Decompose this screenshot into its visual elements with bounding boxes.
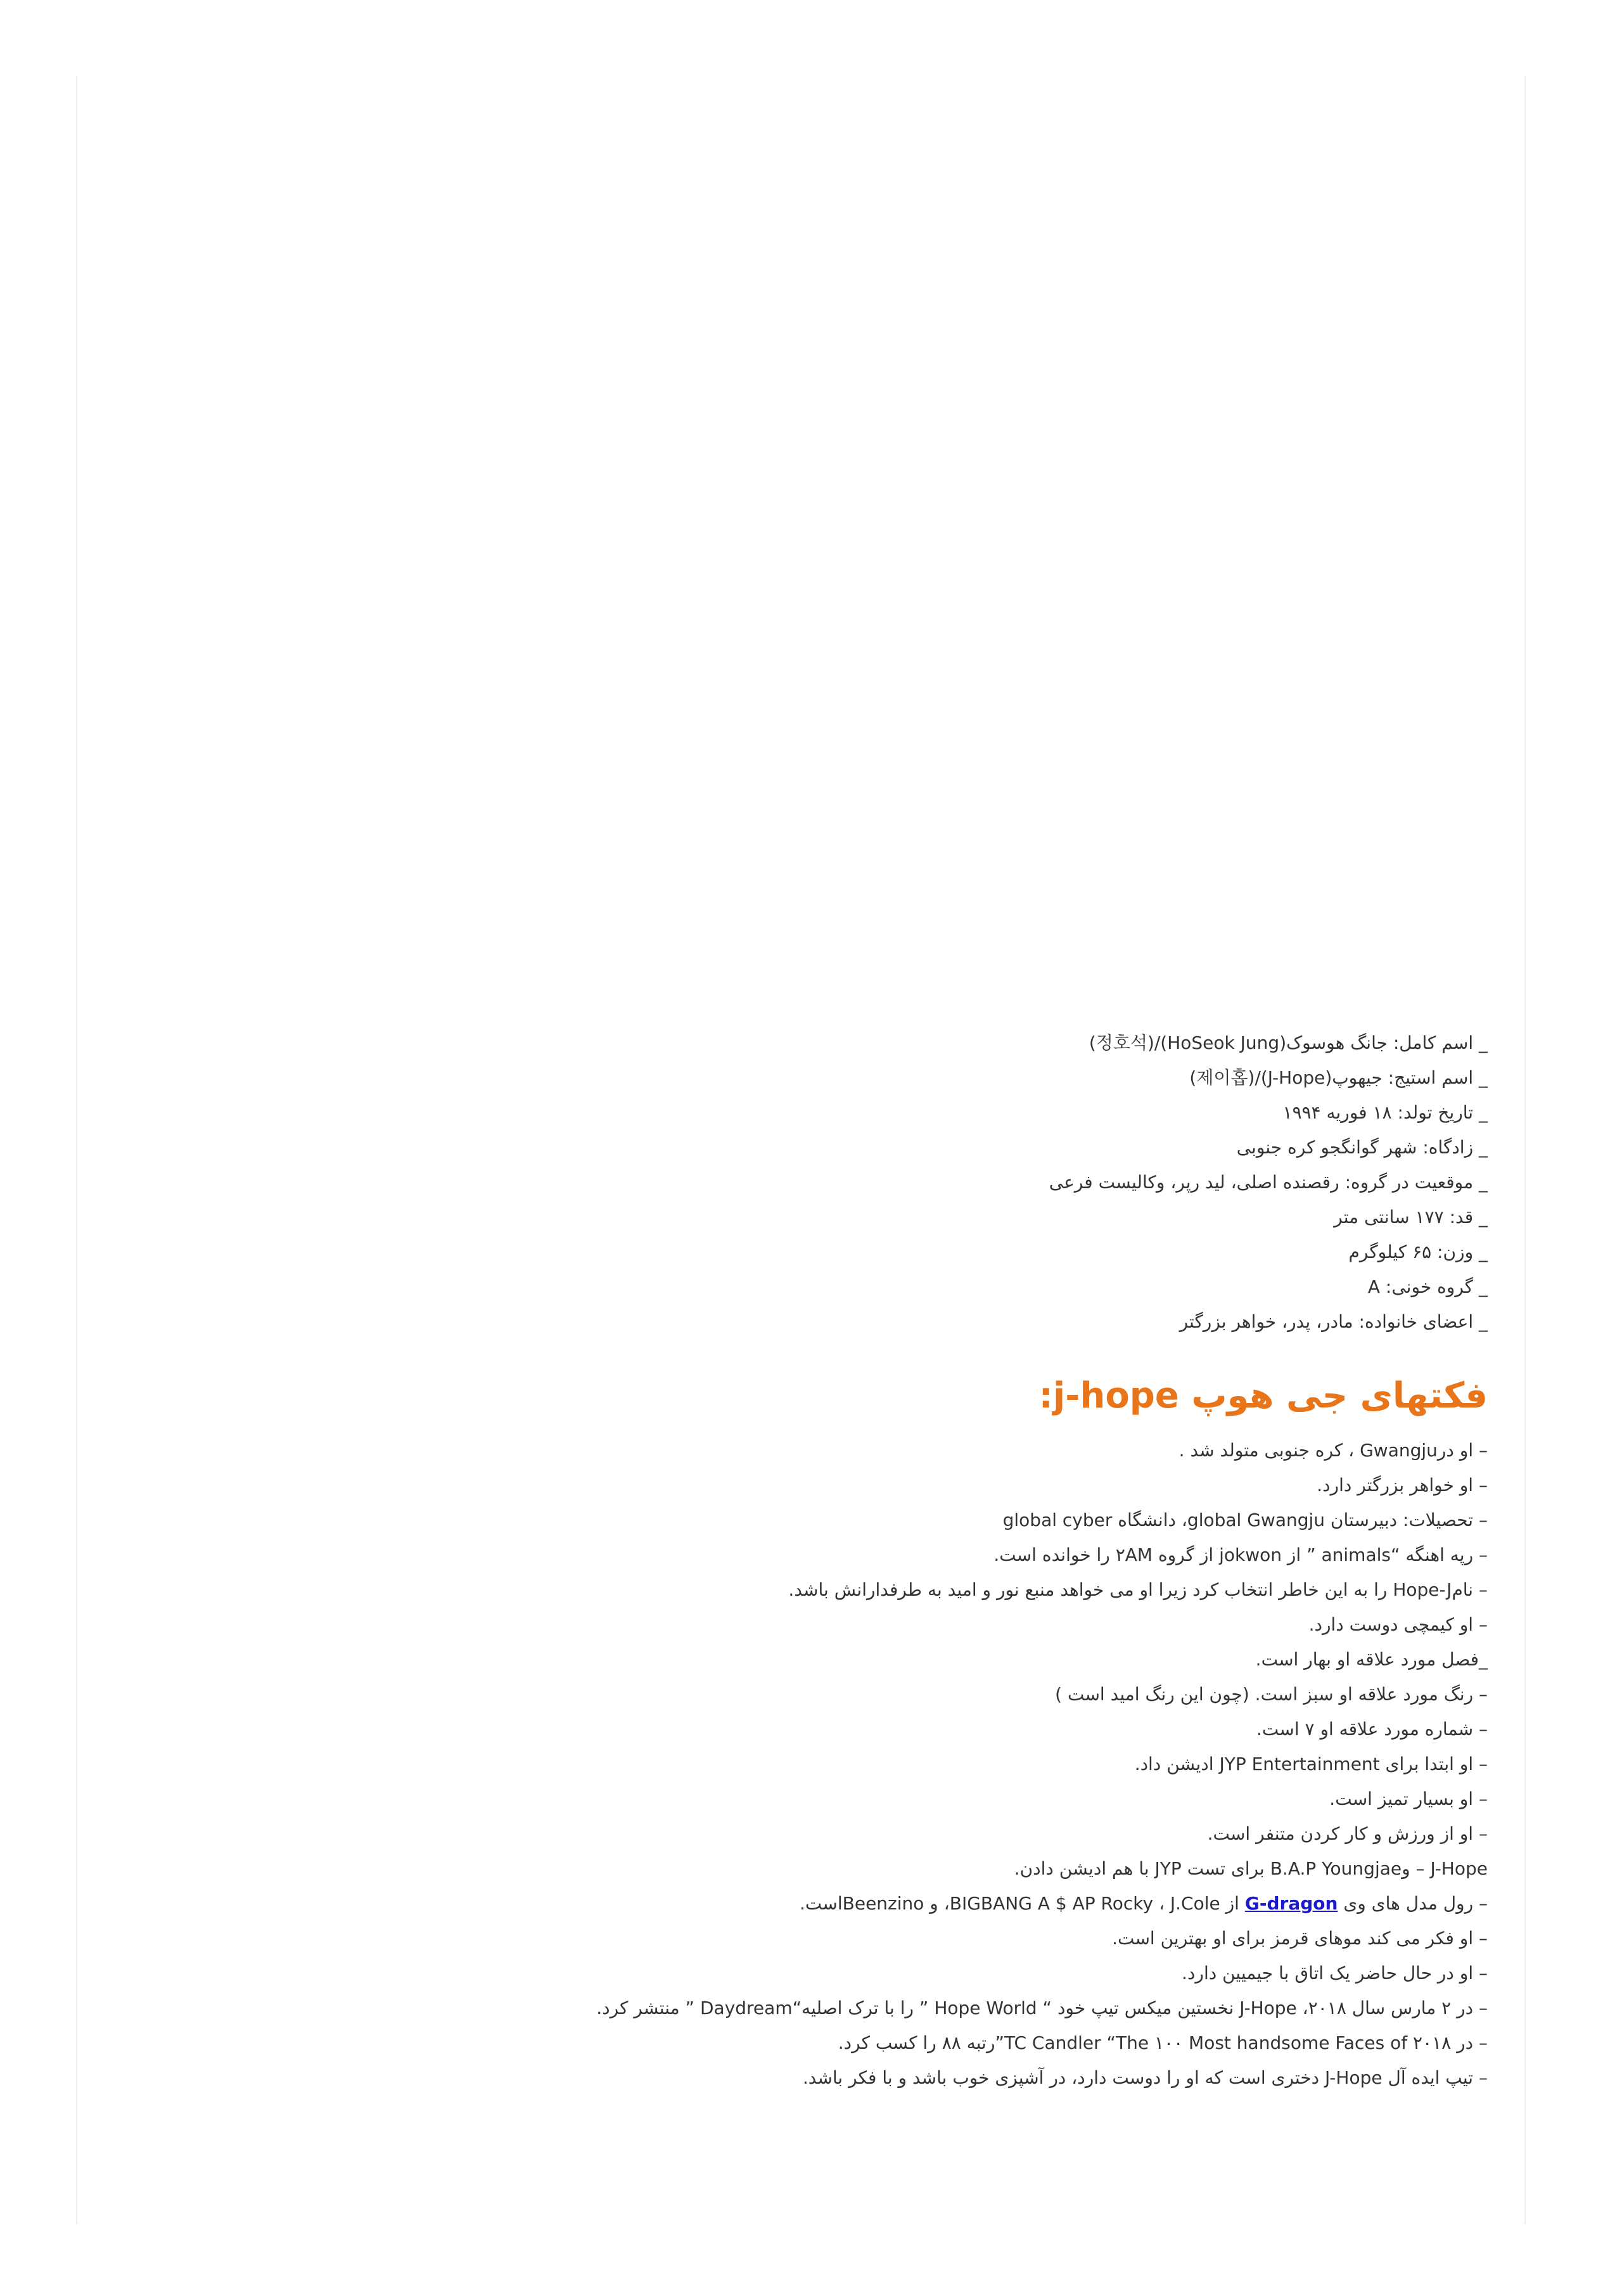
fact-item: – او بسیار تمیز است. [1329, 1788, 1488, 1809]
fact-item: – در ۲ مارس سال ۲۰۱۸، J-Hope نخستین میکس تیپ خود “ Hope World ” را با ترک اصلیه“Daydream ” منتشر کرد. [596, 1998, 1488, 2018]
fact-item: – تحصیلات: دبیرستان global Gwangju، دانشگاه global cyber [1002, 1510, 1488, 1530]
profile-item: _ اسم استیج: جیهوپ(J-Hope)/(제이홉) [1189, 1067, 1488, 1088]
fact-text: از BIGBANG A $ AP Rocky ، J.Cole، و Beenzinoاست. [800, 1893, 1245, 1914]
article-content [360, 1025, 1488, 2095]
profile-item: _ گروه خونی: A [1367, 1276, 1488, 1297]
fact-item: J-Hope – وB.A.P Youngjae برای تست JYP با هم ادیشن دادن. [1014, 1858, 1488, 1879]
profile-item: _ موقعیت در گروه: رقصنده اصلی، لید رپر، وکالیست فرعی [1049, 1172, 1488, 1193]
fact-item: – در ۲۰۱۸ TC Candler “The ۱۰۰ Most handsome Faces of”رتبه ۸۸ را کسب کرد. [838, 2032, 1488, 2053]
profile-list [360, 1025, 1488, 1339]
fact-item: – رنگ مورد علاقه او سبز است. (چون این رنگ امید است ) [1055, 1684, 1488, 1705]
profile-item: _ قد: ۱۷۷ سانتی متر [1334, 1207, 1488, 1228]
fact-item: _فصل مورد علاقه او بهار است. [1255, 1649, 1488, 1670]
fact-item: – او ابتدا برای JYP Entertainment ادیشن داد. [1134, 1754, 1488, 1774]
g-dragon-link[interactable]: G-dragon [1244, 1893, 1338, 1914]
fact-item: – او درGwangju ، کره جنوبی متولد شد . [1178, 1440, 1488, 1461]
fact-item: – او کیمچی دوست دارد. [1308, 1614, 1488, 1635]
fact-item: – تیپ ایده آل J-Hope دختری است که او را دوست دارد، در آشپزی خوب باشد و با فکر باشد. [802, 2067, 1488, 2088]
facts-list [360, 1433, 1488, 2095]
fact-item: – او خواهر بزرگتر دارد. [1317, 1475, 1488, 1496]
fact-item: – شماره مورد علاقه او ۷ است. [1256, 1719, 1488, 1740]
profile-item: _ زادگاه: شهر گوانگجو کره جنوبی [1236, 1137, 1488, 1158]
profile-item: _ تاریخ تولد: ۱۸ فوریه ۱۹۹۴ [1282, 1102, 1488, 1123]
fact-item: – او از ورزش و کار کردن متنفر است. [1207, 1823, 1488, 1844]
profile-item: _ اسم کامل: جانگ هوسوک(HoSeok Jung)/(정호석) [1089, 1032, 1488, 1053]
fact-text: – رول مدل های وی [1338, 1893, 1488, 1914]
facts-heading: فکتهای جی هوپ j-hope: [1038, 1375, 1488, 1416]
fact-item: – او در حال حاضر یک اتاق با جیمیین دارد. [1182, 1963, 1488, 1984]
fact-item: – نامHope-J را به این خاطر انتخاب کرد زیرا او می خواهد منبع نور و امید به طرفدارانش باشد. [788, 1579, 1488, 1600]
fact-item: – رپه اهنگه “animals ” از jokwon از گروه ۲AM را خوانده است. [993, 1544, 1488, 1565]
fact-item-role-models [360, 1886, 1488, 1921]
profile-item: _ وزن: ۶۵ کیلوگرم [1348, 1241, 1488, 1262]
fact-item: – او فکر می کند موهای قرمز برای او بهترین است. [1112, 1928, 1488, 1949]
profile-item: _ اعضای خانواده: مادر، پدر، خواهر بزرگتر [1179, 1311, 1488, 1332]
